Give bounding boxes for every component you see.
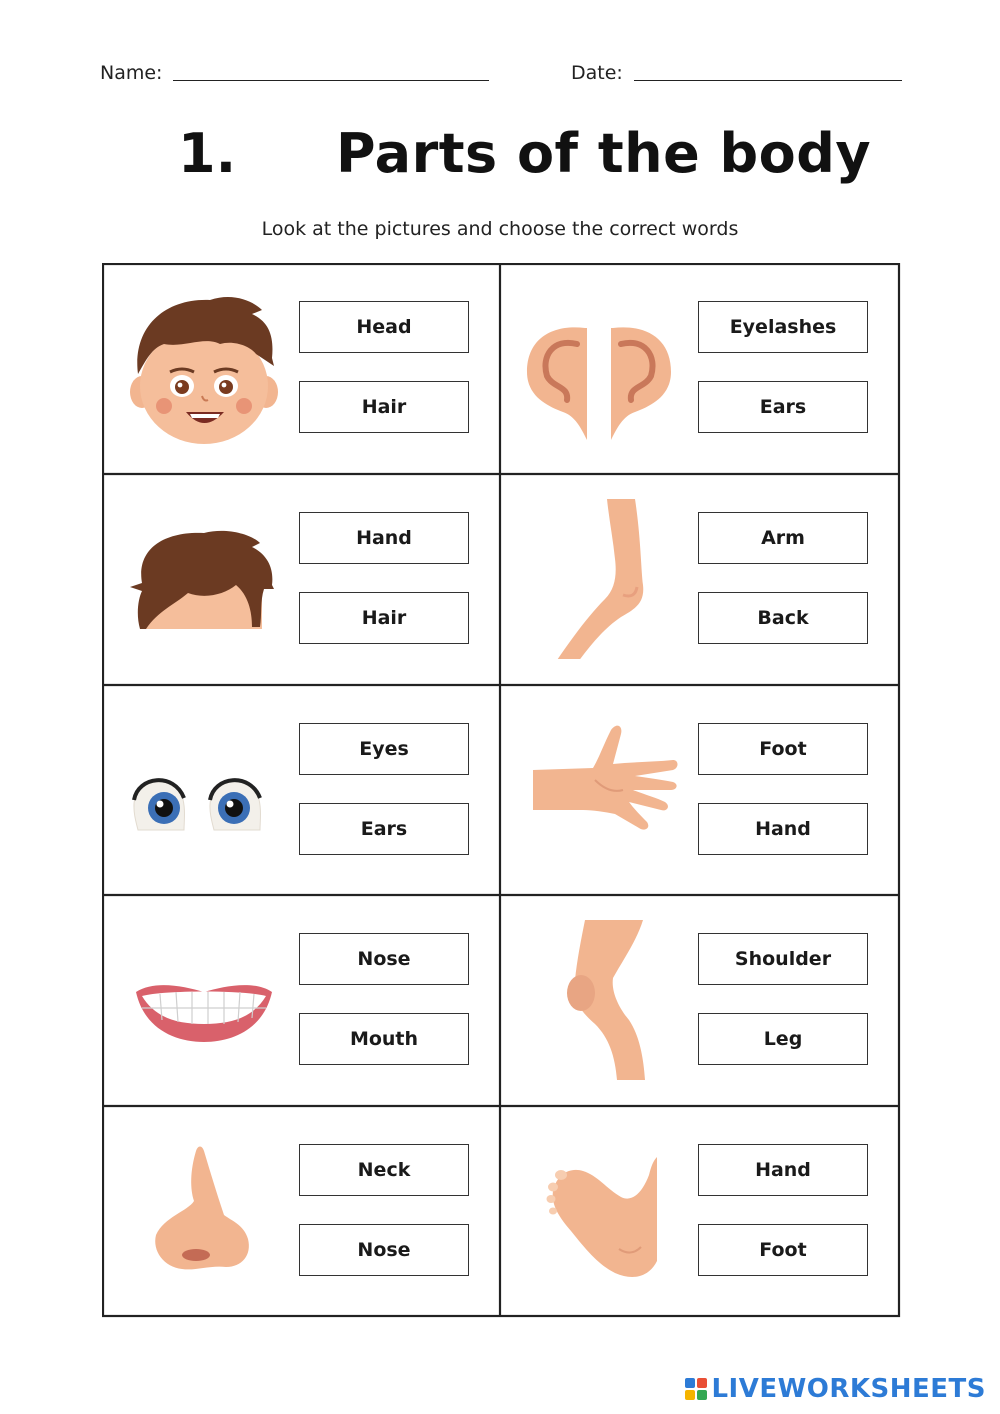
option-ears[interactable]: Ears (698, 381, 868, 433)
exercise-grid (102, 263, 900, 1317)
cell-hand (501, 685, 900, 896)
option-hand[interactable]: Hand (698, 803, 868, 855)
option-nose[interactable]: Nose (299, 933, 469, 985)
ears-image (523, 288, 683, 448)
option-ears[interactable]: Ears (299, 803, 469, 855)
option-mouth[interactable]: Mouth (299, 1013, 469, 1065)
cell-ears (501, 263, 900, 474)
option-hair[interactable]: Hair (299, 381, 469, 433)
cell-head (102, 263, 501, 474)
date-line[interactable] (634, 80, 902, 81)
option-hand[interactable]: Hand (698, 1144, 868, 1196)
date-label: Date: (571, 62, 623, 84)
cell-hair (102, 474, 501, 685)
cell-foot (501, 1106, 900, 1317)
option-neck[interactable]: Neck (299, 1144, 469, 1196)
option-head[interactable]: Head (299, 301, 469, 353)
cell-nose (102, 1106, 501, 1317)
liveworksheets-brand (685, 1374, 986, 1404)
option-leg[interactable]: Leg (698, 1013, 868, 1065)
mouth-image (124, 920, 284, 1080)
arm-image (523, 499, 683, 659)
option-foot[interactable]: Foot (698, 723, 868, 775)
option-eyes[interactable]: Eyes (299, 723, 469, 775)
eyes-image (124, 710, 284, 870)
option-hair[interactable]: Hair (299, 592, 469, 644)
page-title: Parts of the body (336, 122, 872, 185)
option-hand[interactable]: Hand (299, 512, 469, 564)
hand-image (523, 710, 683, 870)
name-line[interactable] (173, 80, 489, 81)
option-arm[interactable]: Arm (698, 512, 868, 564)
cell-leg (501, 895, 900, 1106)
instructions: Look at the pictures and choose the correct words (261, 218, 739, 240)
nose-image (124, 1131, 284, 1291)
option-shoulder[interactable]: Shoulder (698, 933, 868, 985)
foot-image (523, 1131, 683, 1291)
hair-image (124, 499, 284, 659)
option-back[interactable]: Back (698, 592, 868, 644)
exercise-number: 1. (178, 122, 237, 185)
cell-mouth (102, 895, 501, 1106)
boy-face-image (124, 288, 284, 448)
option-foot[interactable]: Foot (698, 1224, 868, 1276)
option-nose[interactable]: Nose (299, 1224, 469, 1276)
leg-image (523, 920, 683, 1080)
name-label: Name: (100, 62, 163, 84)
liveworksheets-logo-icon (685, 1378, 707, 1400)
brand-text: LIVEWORKSHEETS (711, 1374, 986, 1404)
cell-eyes (102, 685, 501, 896)
option-eyelashes[interactable]: Eyelashes (698, 301, 868, 353)
cell-arm (501, 474, 900, 685)
